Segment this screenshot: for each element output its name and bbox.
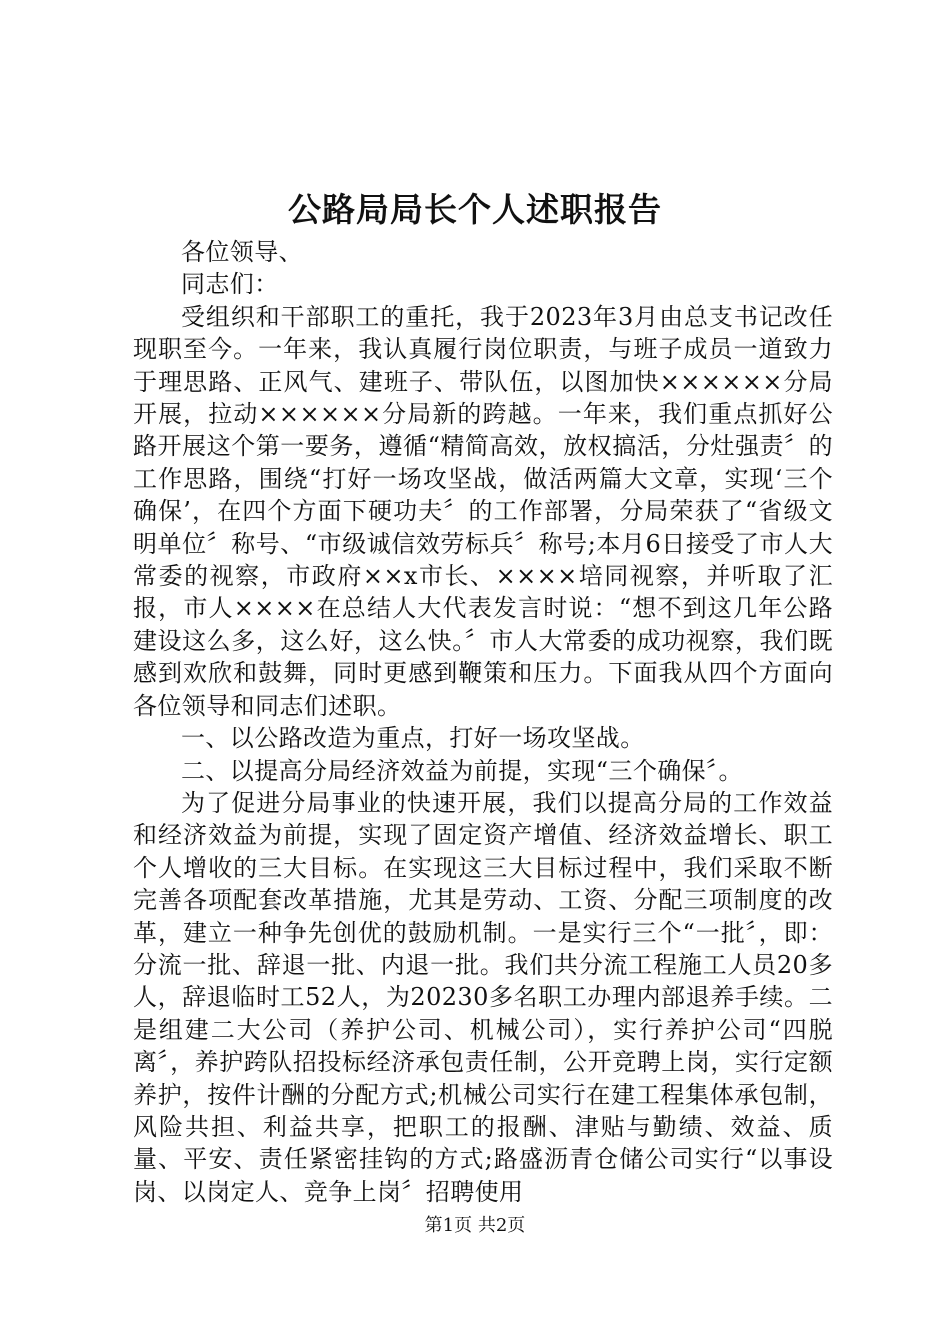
body-paragraph: 受组织和干部职工的重托，我于2023年3月由总支书记改任现职至今。一年来，我认真履行岗位职责，与班子成员一道致力于理思路、正风气、建班子、带队伍，以图加快××××××分局开展，拉动××××××分局新的跨越。一年来，我们重点抓好公路开展这个第一要务，遵循“精简高效，放权搞活，分灶强责〞的工作思路，围绕“打好一场攻坚战，做活两篇大文章，实现‘三个确保’，在四个方面下硬功夫〞的工作部署，分局荣获了“省级文明单位〞称号、“市级诚信效劳标兵〞称号;本月6日接受了市人大常委的视察，市政府××x市长、××××培同视察，并听取了汇报，市人××××在总结人大代表发言时说：“想不到这几年公路建设这么多，这么好，这么快。〞市人大常委的成功视察，我们既感到欢欣和鼓舞，同时更感到鞭策和压力。下面我从四个方面向各位领导和同志们述职。 bbox=[133, 302, 833, 720]
body-paragraph: 为了促进分局事业的快速开展，我们以提高分局的工作效益和经济效益为前提，实现了固定资产增值、经济效益增长、职工个人增收的三大目标。在实现这三大目标过程中，我们采取不断完善各项配套改革措施，尤其是劳动、工资、分配三项制度的改革，建立一种争先创优的鼓励机制。一是实行三个“一批〞，即：分流一批、辞退一批、内退一批。我们共分流工程施工人员20多人，辞退临时工52人，为20230多名职工办理内部退养手续。二是组建二大公司（养护公司、机械公司），实行养护公司“四脱离〞，养护跨队招投标经济承包责任制，公开竞聘上岗，实行定额养护，按件计酬的分配方式;机械公司实行在建工程集体承包制，风险共担、利益共享，把职工的报酬、津贴与勤绩、效益、质量、平安、责任紧密挂钩的方式;路盛沥青仓储公司实行“以事设岗、以岗定人、竞争上岗〞招聘使用 bbox=[133, 788, 833, 1206]
salutation-line-1: 各位领导、 bbox=[181, 238, 303, 266]
section-heading: 二、以提高分局经济效益为前提，实现“三个确保〞。 bbox=[181, 756, 743, 785]
document-body bbox=[133, 236, 833, 1208]
page-number-footer: 第1页 共2页 bbox=[424, 1215, 526, 1236]
section-heading: 一、以公路改造为重点，打好一场攻坚战。 bbox=[181, 724, 645, 753]
document-title: 公路局局长个人述职报告 bbox=[288, 190, 662, 229]
salutation-line-2: 同志们： bbox=[181, 270, 279, 299]
